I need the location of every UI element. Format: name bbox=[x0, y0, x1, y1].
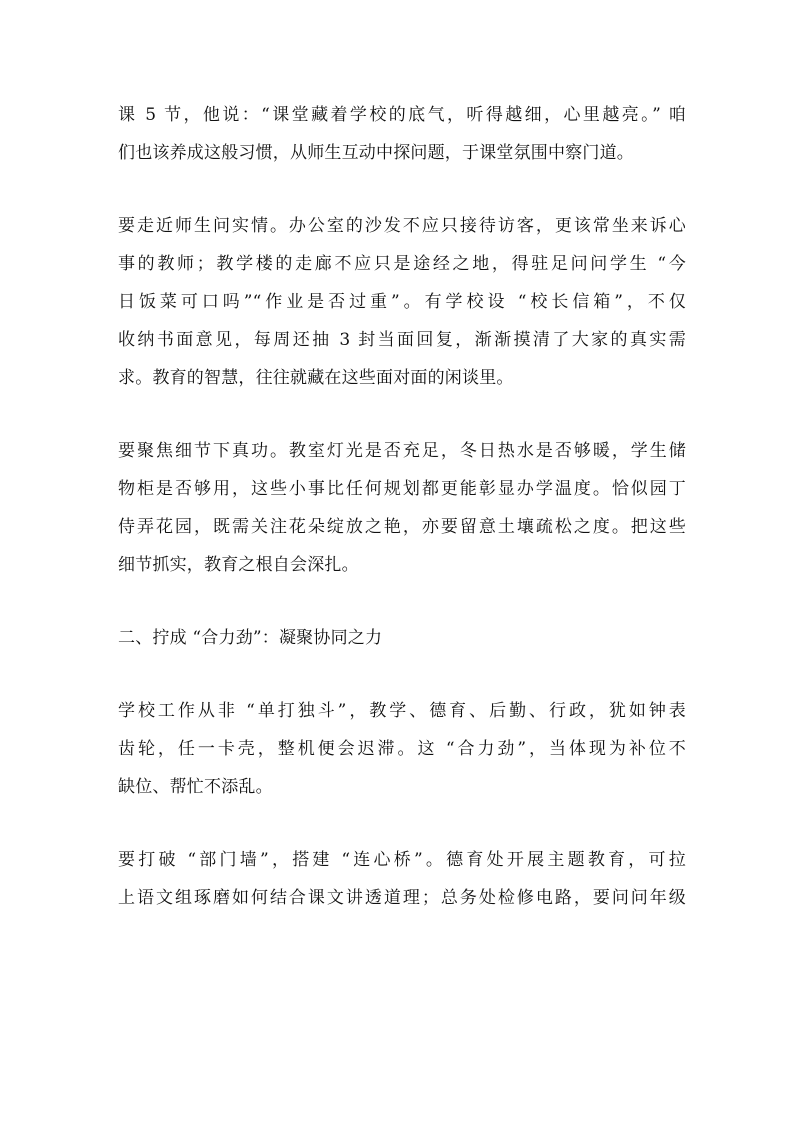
section-heading bbox=[118, 619, 686, 657]
text-line: 们也该养成这般习惯，从师生互动中探问题，于课堂氛围中察门道。 bbox=[118, 143, 634, 163]
paragraph bbox=[118, 432, 686, 584]
text-line: 要走近师生问实情。办公室的沙发不应只接待访客，更该常坐来诉心 bbox=[118, 216, 686, 236]
text-line: 侍弄花园，既需关注花朵绽放之艳，亦要留意土壤疏松之度。把这些 bbox=[118, 517, 686, 537]
paragraph bbox=[118, 841, 686, 917]
paragraph bbox=[118, 692, 686, 806]
document-body bbox=[118, 96, 686, 952]
text-line: 日饭菜可口吗”“作业是否过重”。有学校设 “校长信箱”，不仅 bbox=[118, 292, 686, 312]
text-line: 收纳书面意见，每周还抽 3 封当面回复，渐渐摸清了大家的真实需 bbox=[118, 330, 686, 350]
text-line: 求。教育的智慧，往往就藏在这些面对面的闲谈里。 bbox=[118, 368, 514, 388]
text-line: 要聚焦细节下真功。教室灯光是否充足，冬日热水是否够暖，学生储 bbox=[118, 441, 686, 461]
text-line: 缺位、帮忙不添乱。 bbox=[118, 777, 273, 797]
text-line: 细节抓实，教育之根自会深扎。 bbox=[118, 555, 359, 575]
text-line: 上语文组琢磨如何结合课文讲透道理；总务处检修电路，要问问年级 bbox=[118, 888, 686, 908]
text-line: 齿轮，任一卡壳，整机便会迟滞。这 “合力劲”，当体现为补位不 bbox=[118, 739, 686, 759]
text-line: 课 5 节，他说：“课堂藏着学校的底气，听得越细，心里越亮。” 咱 bbox=[118, 105, 686, 125]
paragraph bbox=[118, 96, 686, 172]
text-line: 要打破 “部门墙”，搭建 “连心桥”。德育处开展主题教育，可拉 bbox=[118, 850, 686, 870]
text-line: 学校工作从非 “单打独斗”，教学、德育、后勤、行政，犹如钟表 bbox=[118, 701, 686, 721]
text-line: 事的教师；教学楼的走廊不应只是途经之地，得驻足问问学生 “今 bbox=[118, 254, 686, 274]
heading-text: 二、拧成 “合力劲”：凝聚协同之力 bbox=[118, 628, 383, 648]
text-line: 物柜是否够用，这些小事比任何规划都更能彰显办学温度。恰似园丁 bbox=[118, 479, 686, 499]
paragraph bbox=[118, 207, 686, 397]
